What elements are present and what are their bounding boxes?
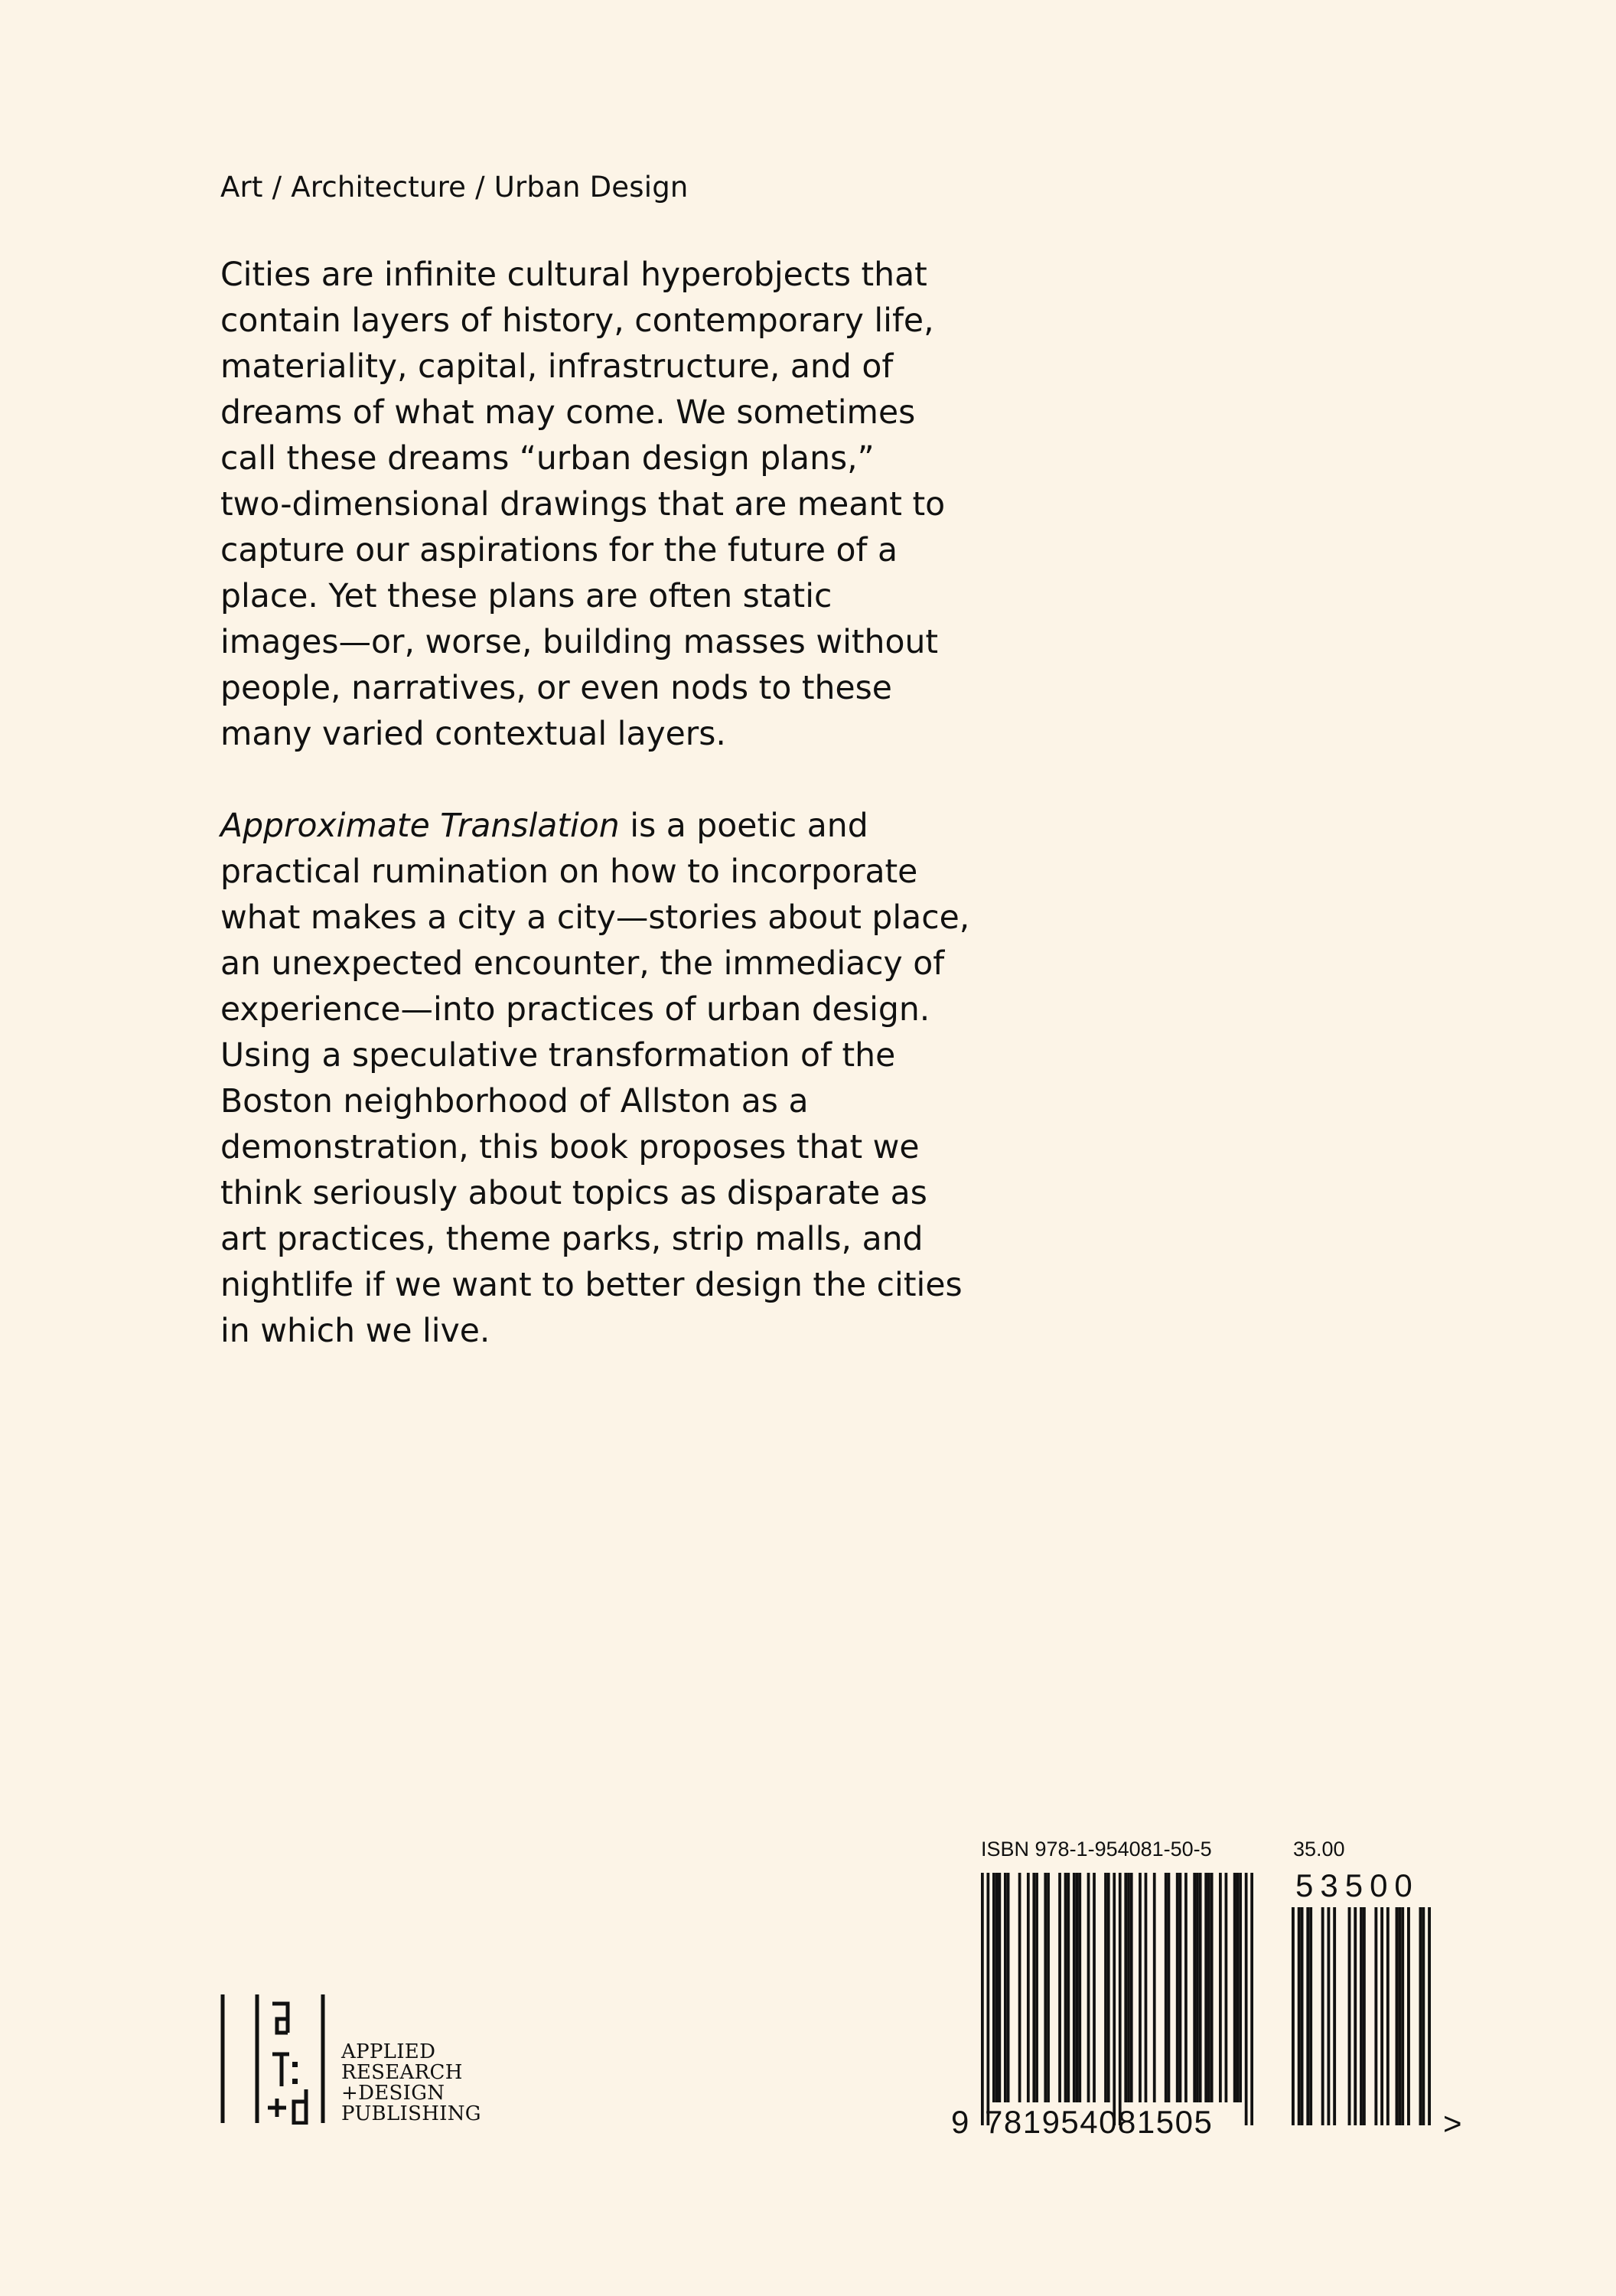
barcode-bar — [1374, 1907, 1377, 2125]
barcode-bar — [995, 1873, 999, 2102]
blurb-line: what makes a city a city—stories about place, — [220, 899, 970, 937]
blurb-line — [220, 804, 970, 850]
blurb-line: Using a speculative transformation of the — [220, 1037, 896, 1075]
barcode-bar — [1386, 1907, 1390, 2125]
publisher-line: PUBLISHING — [341, 2102, 481, 2125]
barcode-bar — [1067, 1873, 1070, 2102]
barcode-bar — [998, 1873, 1001, 2102]
barcode-bar — [1076, 1873, 1079, 2102]
back-cover-blurb — [220, 253, 970, 1401]
barcode-bar — [1225, 1873, 1228, 2102]
barcode-bar — [1309, 1907, 1312, 2125]
publisher-line: APPLIED — [341, 2040, 436, 2063]
publisher-line: RESEARCH — [341, 2061, 463, 2084]
barcode-bar — [1165, 1873, 1168, 2102]
barcode-bar — [986, 1873, 989, 2125]
blurb-paragraph-2 — [220, 804, 970, 1355]
barcode-bar — [1058, 1873, 1061, 2102]
barcode-bar — [1073, 1873, 1076, 2102]
blurb-line: art practices, theme parks, strip malls, and — [220, 1221, 924, 1258]
barcode-bar — [1047, 1873, 1050, 2102]
blurb-line: demonstration, this book proposes that we — [220, 1129, 920, 1166]
blurb-line: in which we live. — [220, 1313, 490, 1350]
barcode-bar — [1398, 1907, 1401, 2125]
ean-rest-digits: 781954081505 — [985, 2104, 1214, 2140]
blurb-line: practical rumination on how to incorporate — [220, 853, 918, 891]
barcode-bar — [1139, 1873, 1142, 2102]
barcode-bar — [1380, 1907, 1383, 2125]
barcode-bar — [1018, 1873, 1021, 2102]
barcode-bar — [1078, 1873, 1081, 2102]
blurb-line: capture our aspirations for the future of a — [220, 532, 898, 569]
barcode-bar — [1027, 1873, 1030, 2102]
blurb-line: call these dreams “urban design plans,” — [220, 440, 875, 478]
barcode-bar — [1145, 1873, 1148, 2102]
blurb-line: think seriously about topics as disparate as — [220, 1175, 927, 1212]
addon-digits: 53500 — [1295, 1867, 1419, 1903]
barcode-bar — [1127, 1873, 1130, 2102]
barcode-bar — [1113, 1873, 1116, 2125]
barcode-bar — [1236, 1873, 1240, 2102]
barcode-bar — [1104, 1873, 1107, 2102]
blurb-line: materiality, capital, infrastructure, and of — [220, 348, 894, 386]
barcode-bar — [1428, 1907, 1431, 2125]
blurb-paragraph-1 — [220, 253, 970, 758]
barcode-bar — [1239, 1873, 1242, 2102]
barcode-bar — [1064, 1873, 1067, 2102]
barcode-bar — [1327, 1907, 1330, 2125]
ean-first-digit: 9 — [951, 2104, 969, 2140]
barcode-bar — [1219, 1873, 1222, 2102]
blurb-line: Boston neighborhood of Allston as a — [220, 1083, 809, 1120]
barcode-bar — [1093, 1873, 1096, 2102]
blurb-line: experience—into practices of urban design. — [220, 991, 930, 1029]
barcode-bar — [1035, 1873, 1038, 2102]
barcode-bar — [1153, 1873, 1156, 2102]
barcode-bar — [1193, 1873, 1196, 2102]
barcode-bar — [1107, 1873, 1110, 2102]
blurb-line: an unexpected encounter, the immediacy of — [220, 945, 945, 983]
barcode-bar — [1168, 1873, 1171, 2102]
barcode-bar — [1333, 1907, 1336, 2125]
publisher-name — [341, 2042, 481, 2125]
barcode-bar — [1419, 1907, 1422, 2125]
barcode-bar — [1207, 1873, 1210, 2102]
barcode-bar — [1087, 1873, 1090, 2102]
blurb-line-rest: is a poetic and — [619, 807, 868, 845]
barcode-bar — [1401, 1907, 1404, 2125]
barcode-bar — [1306, 1907, 1309, 2125]
barcode-bar — [1210, 1873, 1214, 2102]
blurb-line: people, narratives, or even nods to these — [220, 670, 892, 707]
barcode-bar — [1245, 1873, 1248, 2125]
barcode-bar — [1130, 1873, 1133, 2102]
category-label: Art / Architecture / Urban Design — [220, 171, 689, 204]
barcode-bar — [981, 1873, 984, 2125]
barcode-bar — [1360, 1907, 1363, 2125]
barcode-bar — [1396, 1907, 1399, 2125]
barcode-bar — [1363, 1907, 1366, 2125]
barcode-bar — [1007, 1873, 1010, 2102]
barcode-bar — [1199, 1873, 1202, 2102]
barcode-bar — [1298, 1907, 1301, 2125]
barcode-bar — [992, 1873, 995, 2102]
addon-barcode — [1292, 1907, 1431, 2125]
ean13-barcode — [981, 1873, 1253, 2125]
barcode-bar — [1354, 1907, 1357, 2125]
barcode-bar — [1196, 1873, 1199, 2102]
barcode-bar — [1004, 1873, 1007, 2102]
barcode-bar — [1176, 1873, 1179, 2102]
blurb-line: dreams of what may come. We sometimes — [220, 394, 916, 432]
barcode-bar — [1124, 1873, 1127, 2102]
blurb-line: place. Yet these plans are often static — [220, 578, 832, 615]
barcode-bar — [1184, 1873, 1188, 2102]
barcode-bar — [1250, 1873, 1253, 2125]
barcode-bar — [1407, 1907, 1410, 2125]
blurb-line: many varied contextual layers. — [220, 716, 726, 753]
barcode-bar — [1301, 1907, 1304, 2125]
barcode-bar — [1032, 1873, 1035, 2102]
barcode-bar — [1348, 1907, 1351, 2125]
price-label: 35.00 — [1293, 1838, 1345, 1861]
blurb-line: nightlife if we want to better design the cities — [220, 1267, 963, 1304]
publisher-line: +DESIGN — [341, 2082, 445, 2105]
barcode-bar — [1422, 1907, 1425, 2125]
barcode-bar — [1179, 1873, 1182, 2102]
ean-digits — [951, 2103, 1213, 2141]
book-title: Approximate Translation — [220, 807, 620, 845]
barcode-bar — [1233, 1873, 1236, 2102]
barcode-bar — [1292, 1907, 1295, 2125]
barcode-bar — [1204, 1873, 1207, 2102]
barcode-bar — [1119, 1873, 1122, 2125]
blurb-line: contain layers of history, contemporary life, — [220, 302, 934, 340]
blurb-line: images—or, worse, building masses without — [220, 624, 939, 661]
blurb-line: Cities are infinite cultural hyperobjects that — [220, 256, 927, 294]
quiet-zone-marker: > — [1443, 2105, 1462, 2141]
blurb-line: two-dimensional drawings that are meant to — [220, 486, 946, 523]
barcode-bar — [1044, 1873, 1047, 2102]
barcode-bar — [1321, 1907, 1324, 2125]
isbn-label: ISBN 978-1-954081-50-5 — [981, 1838, 1212, 1861]
